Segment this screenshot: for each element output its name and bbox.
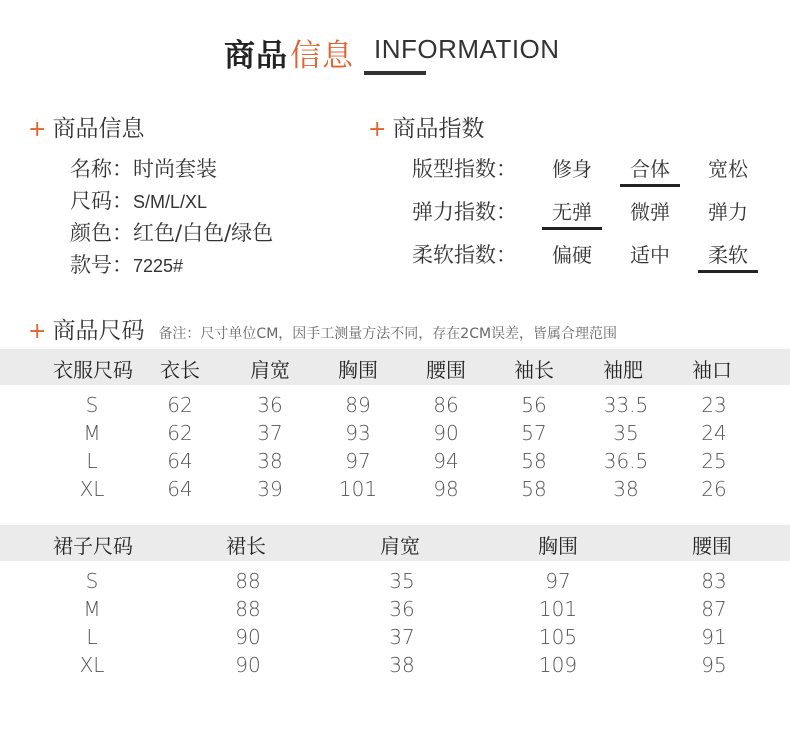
table-header-cell: 袖长 (514, 358, 554, 382)
size-note: 备注：尺寸单位CM，因手工测量方法不同，存在2CM误差，皆属合理范围 (158, 326, 618, 342)
table-cell: 33.5 (603, 393, 649, 417)
table-row (0, 475, 790, 503)
table-cell: 37 (389, 625, 415, 649)
info-value: S/M/L/XL (133, 192, 208, 212)
table-cell: 35 (389, 569, 415, 593)
index-row-label: 弹力指数： (412, 200, 517, 224)
table-cell: 56 (521, 393, 547, 417)
index-heading (368, 110, 484, 143)
info-label: 名称： (70, 157, 133, 181)
table-row (0, 447, 790, 475)
index-option: 偏硬 (552, 243, 592, 267)
skirt-size-table (0, 525, 790, 679)
info-heading (28, 110, 144, 143)
info-label: 尺码： (70, 189, 133, 213)
table-cell: 101 (538, 597, 578, 621)
table-cell: 87 (701, 597, 727, 621)
table-cell: 38 (389, 653, 415, 677)
table-cell: 98 (433, 477, 459, 501)
table-cell: 86 (433, 393, 459, 417)
index-option-selected: 合体 (620, 153, 680, 187)
table-cell: 58 (521, 477, 547, 501)
table-cell: 39 (257, 477, 283, 501)
table-cell: L (86, 449, 98, 473)
table-header-cell: 腰围 (426, 358, 466, 382)
table-cell: 105 (538, 625, 578, 649)
index-option: 微弹 (630, 200, 670, 224)
table-header-cell: 裙长 (226, 534, 266, 558)
info-value: 7225# (133, 256, 184, 276)
table-cell: 38 (613, 477, 639, 501)
index-heading-text: 商品指数 (392, 116, 485, 142)
info-heading-text: 商品信息 (52, 116, 145, 142)
index-row-label: 柔软指数： (412, 243, 517, 267)
table-cell: 97 (345, 449, 371, 473)
table-header-cell: 腰围 (692, 534, 732, 558)
title-cn-accent: 信息 (290, 38, 354, 74)
title-cn-primary: 商品 (224, 38, 288, 74)
table-header-cell: 肩宽 (380, 534, 420, 558)
info-label: 颜色： (70, 221, 133, 245)
info-line-color (70, 217, 273, 247)
table-cell: 91 (701, 625, 727, 649)
info-line-name (70, 153, 217, 183)
title-underline (364, 71, 426, 75)
table-cell: 94 (433, 449, 459, 473)
table-cell: 90 (235, 653, 261, 677)
index-row-fit (412, 153, 772, 187)
table-cell: 90 (235, 625, 261, 649)
table-header-cell: 衣服尺码 (53, 358, 133, 382)
index-row-label: 版型指数： (412, 157, 517, 181)
table-cell: 37 (257, 421, 283, 445)
table-cell: M (83, 421, 101, 445)
table-cell: S (85, 569, 99, 593)
table-header-cell: 袖肥 (603, 358, 643, 382)
table-cell: 36 (257, 393, 283, 417)
table-cell: 35 (613, 421, 639, 445)
table-row (0, 419, 790, 447)
table-cell: 36 (389, 597, 415, 621)
table-cell: 64 (167, 477, 193, 501)
table-cell: 62 (167, 393, 193, 417)
table-cell: 57 (521, 421, 547, 445)
table-header-cell: 胸围 (338, 358, 378, 382)
table-row (0, 567, 790, 595)
table-header (0, 349, 790, 385)
table-cell: L (86, 625, 98, 649)
index-option: 弹力 (708, 200, 748, 224)
plus-icon: + (368, 117, 387, 142)
table-cell: M (83, 597, 101, 621)
info-value: 时尚套装 (133, 157, 217, 181)
table-cell: 95 (701, 653, 727, 677)
title-en: INFORMATION (374, 34, 560, 64)
table-cell: 97 (545, 569, 571, 593)
index-option-selected: 柔软 (698, 239, 758, 273)
table-row (0, 623, 790, 651)
table-cell: XL (79, 653, 105, 677)
table-header-cell: 肩宽 (250, 358, 290, 382)
table-cell: 83 (701, 569, 727, 593)
table-cell: XL (79, 477, 105, 501)
table-cell: 101 (338, 477, 378, 501)
plus-icon: + (28, 117, 47, 142)
size-heading (28, 312, 617, 345)
table-cell: 36.5 (603, 449, 649, 473)
info-value: 红色/白色/绿色 (133, 221, 274, 245)
table-header-cell: 裙子尺码 (53, 534, 133, 558)
table-cell: 89 (345, 393, 371, 417)
table-header-cell: 胸围 (538, 534, 578, 558)
table-row (0, 391, 790, 419)
table-cell: 90 (433, 421, 459, 445)
index-option: 修身 (552, 157, 592, 181)
table-cell: 24 (701, 421, 727, 445)
table-cell: 26 (701, 477, 727, 501)
table-cell: 64 (167, 449, 193, 473)
info-line-style-no (70, 249, 183, 279)
page-title (0, 28, 790, 78)
index-row-softness (412, 239, 772, 273)
table-cell: 88 (235, 597, 261, 621)
table-header-cell: 袖口 (692, 358, 732, 382)
table-header (0, 525, 790, 561)
table-cell: 93 (345, 421, 371, 445)
table-cell: 62 (167, 421, 193, 445)
table-header-cell: 衣长 (160, 358, 200, 382)
table-cell: 25 (701, 449, 727, 473)
index-option: 宽松 (708, 157, 748, 181)
table-cell: 23 (701, 393, 727, 417)
info-line-size (70, 185, 207, 215)
table-cell: 109 (538, 653, 578, 677)
table-cell: 58 (521, 449, 547, 473)
top-size-table (0, 349, 790, 503)
table-row (0, 595, 790, 623)
table-row (0, 651, 790, 679)
size-heading-text: 商品尺码 (52, 318, 145, 344)
table-cell: S (85, 393, 99, 417)
table-cell: 88 (235, 569, 261, 593)
index-option-selected: 无弹 (542, 196, 602, 230)
plus-icon: + (28, 319, 47, 344)
index-option: 适中 (630, 243, 670, 267)
index-row-elasticity (412, 196, 772, 230)
table-cell: 38 (257, 449, 283, 473)
info-label: 款号： (70, 253, 133, 277)
